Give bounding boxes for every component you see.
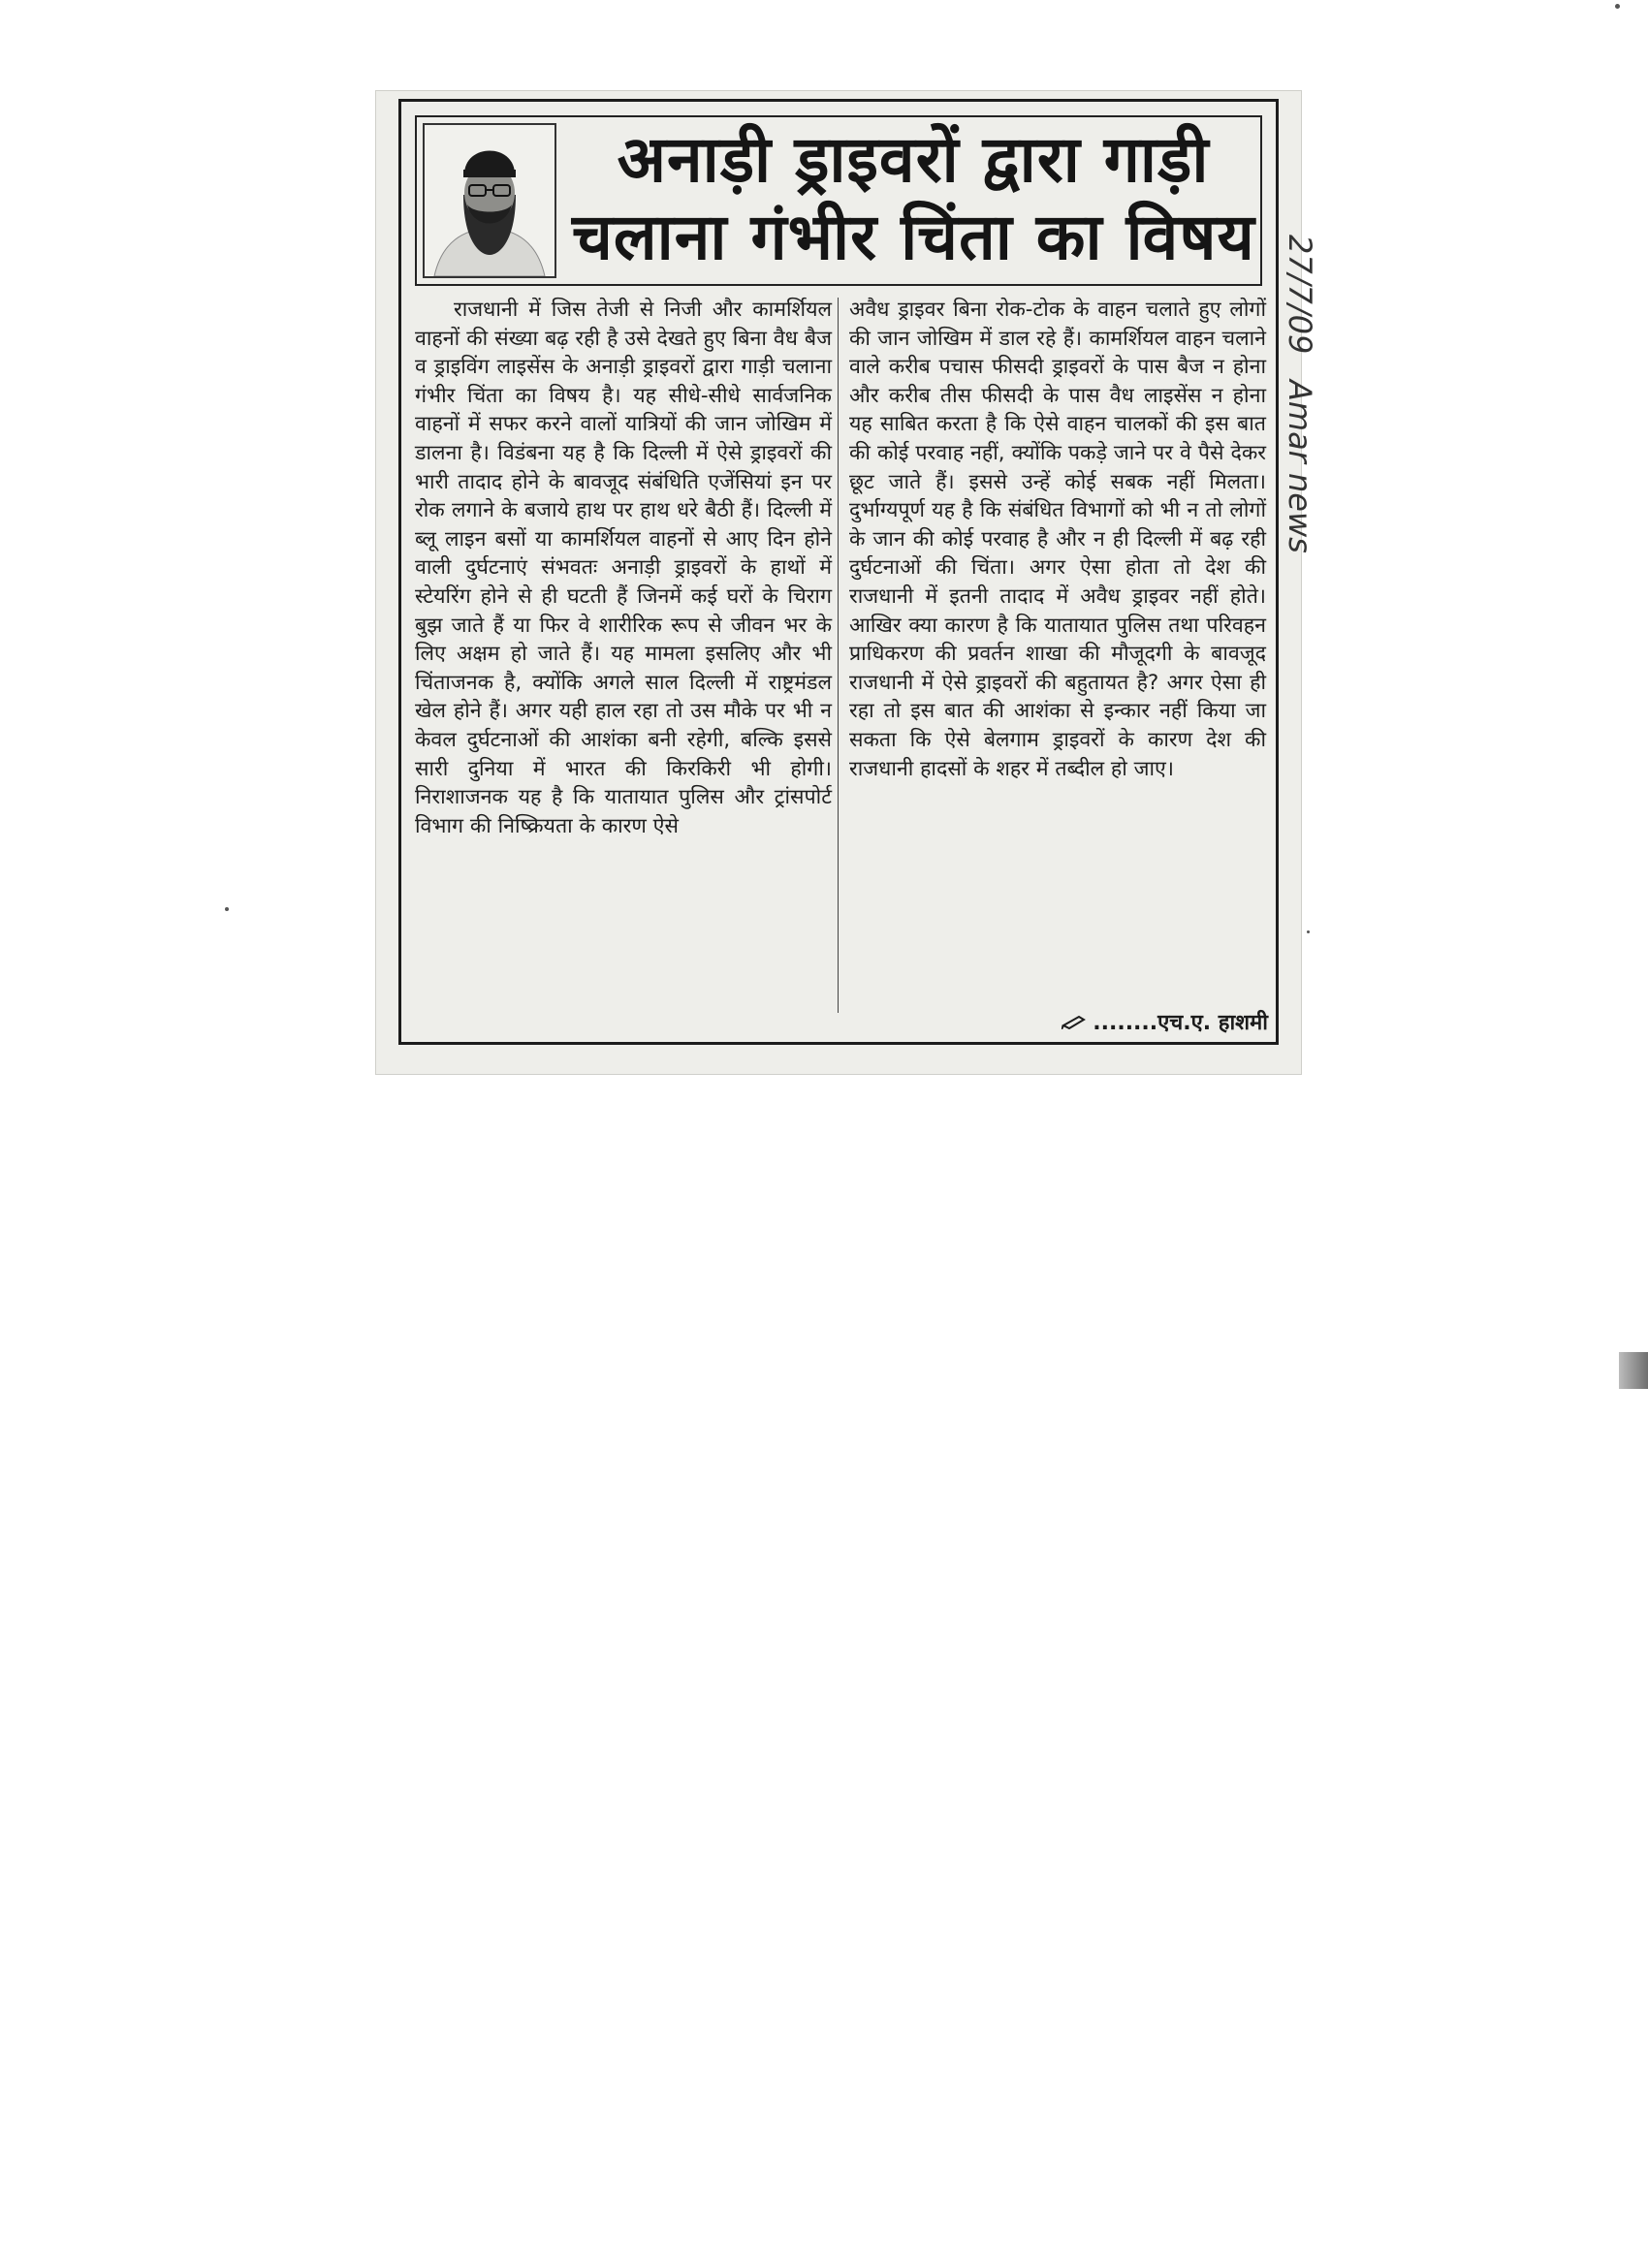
paper-speck [1307,930,1310,933]
pen-icon [1062,1011,1087,1035]
column-divider [838,298,839,1013]
article-headline [572,121,1254,276]
article-header [415,115,1262,286]
author-portrait-image [425,125,555,276]
column-left-text: राजधानी में जिस तेजी से निजी और कामर्शियल वाहनों की संख्या बढ़ रही है उसे देखते हुए बिना वैध बैज व ड्राइविंग लाइसेंस के अनाड़ी ड्राइवरों द्वारा गाड़ी चलाना गंभीर चिंता का विषय है। यह सीधे-सीधे सार्वजनिक वाहनों में सफर करने वालों यात्रियों की जान जोखिम में डालना है। विडंबना यह है कि दिल्ली में ऐसे ड्राइवरों की भारी तादाद होने के बावजूद संबंधिति एजेंसियां इन पर रोक लगाने के बजाये हाथ पर हाथ धरे बैठी हैं। दिल्ली में ब्लू लाइन बसों या कामर्शियल वाहनों से आए दिन होने वाली दुर्घटनाएं संभवतः अनाड़ी ड्राइवरों के हाथों में स्टेयरिंग होने से ही घटती हैं जिनमें कई घरों के चिराग बुझ जाते हैं या फिर वे शारीरिक रूप से जीवन भर के लिए अक्षम हो जाते हैं। यह मामला इसलिए और भी चिंताजनक है, क्योंकि अगले साल दिल्ली में राष्ट्रमंडल खेल होने हैं। अगर यही हाल रहा तो उस मौके पर भी न केवल दुर्घटनाओं की आशंका बनी रहेगी, बल्कि इससे सारी दुनिया में भारत की किरकिरी भी होगी। निराशाजनक यह है कि यातायात पुलिस और ट्रांसपोर्ट विभाग की निष्क्रियता के कारण ऐसे [415,298,832,838]
scan-edge-mark [1619,1352,1648,1389]
handwritten-date: 27/7/09 [1282,235,1318,355]
handwritten-source: Amar news [1282,380,1318,553]
author-photo [423,123,556,278]
article-body [415,296,1266,1032]
article-column-right [849,296,1266,1032]
article-frame [398,99,1279,1045]
headline-line-2: चलाना गंभीर चिंता का विषय [572,200,1255,274]
byline-author: ........एच.ए. हाशमी [1093,1011,1268,1035]
article-column-left [415,296,832,1032]
newspaper-clipping [376,91,1301,1074]
handwritten-note [1268,225,1326,632]
article-byline [1062,1007,1268,1036]
paper-speck [1615,4,1620,9]
paper-speck [225,907,229,911]
headline-line-1: अनाड़ी ड्राइवरों द्वारा गाड़ी [617,122,1210,197]
column-right-text: अवैध ड्राइवर बिना रोक-टोक के वाहन चलाते हुए लोगों की जान जोखिम में डाल रहे हैं। कामर्शियल वाहन चलाने वाले करीब पचास फीसदी ड्राइवरों के पास बैज न होना और करीब तीस फीसदी के पास वैध लाइसेंस न होना यह साबित करता है कि ऐसे वाहन चालकों की इस बात की कोई परवाह नहीं, क्योंकि पकड़े जाने पर वे पैसे देकर छूट जाते हैं। इससे उन्हें कोई सबक नहीं मिलता। दुर्भाग्यपूर्ण यह है कि संबंधित विभागों को भी न तो लोगों के जान की कोई परवाह है और न ही दिल्ली में बढ़ रही दुर्घटनाओं की चिंता। अगर ऐसा होता तो देश की राजधानी में इतनी तादाद में अवैध ड्राइवर नहीं होते। आखिर क्या कारण है कि यातायात पुलिस तथा परिवहन प्राधिकरण की प्रवर्तन शाखा की मौजूदगी के बावजूद राजधानी में ऐसे ड्राइवरों की बहुतायत है? अगर ऐसा ही रहा तो इस बात की आशंका से इन्कार नहीं किया जा सकता कि ऐसे बेलगाम ड्राइवरों के कारण देश की राजधानी हादसों के शहर में तब्दील हो जाए। [849,298,1266,781]
handwritten-annotation [1268,225,1326,632]
